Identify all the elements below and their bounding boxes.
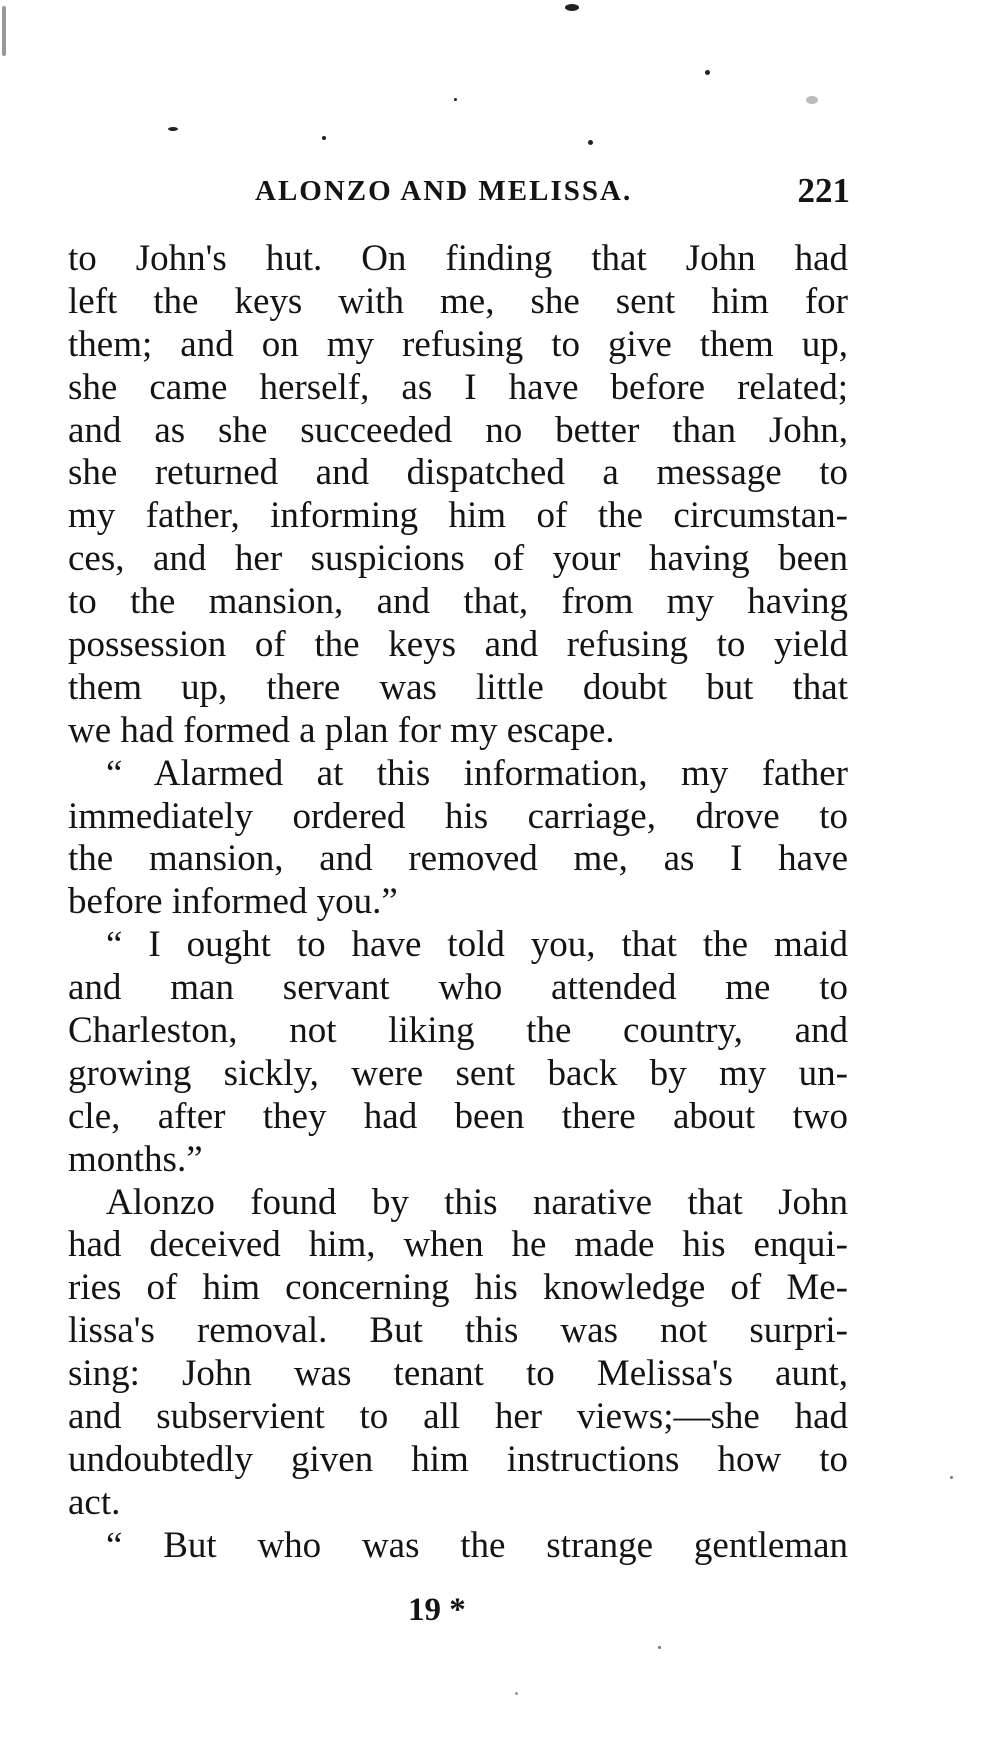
text-line: lissa's removal. But this was not surpri- (68, 1310, 848, 1352)
text-line: months.” (68, 1138, 203, 1180)
text-line: act. (68, 1481, 121, 1523)
text-line: to John's hut. On finding that John had (68, 238, 848, 279)
text-line: my father, informing him of the circumstan- (68, 495, 848, 537)
text-line: “ But who was the strange gentleman (106, 1524, 848, 1566)
text-line: and subservient to all her views;—she had (68, 1396, 848, 1438)
text-line: and man servant who attended me to (68, 967, 848, 1009)
text-line: Alonzo found by this narative that John (106, 1181, 848, 1223)
text-line: left the keys with me, she sent him for (68, 280, 848, 322)
text-line: them; and on my refusing to give them up, (68, 323, 848, 365)
text-line: we had formed a plan for my escape. (68, 709, 615, 751)
text-line: Charleston, not liking the country, and (68, 1010, 848, 1052)
text-line: she came herself, as I have before related; (68, 366, 848, 408)
text-line: growing sickly, were sent back by my un- (68, 1052, 848, 1094)
text-line: before informed you.” (68, 881, 398, 923)
text-line: cle, after they had been there about two (68, 1095, 848, 1137)
signature-mark: 19 * (408, 1592, 466, 1628)
text-line: sing: John was tenant to Melissa's aunt, (68, 1353, 848, 1395)
text-line: immediately ordered his carriage, drove to (68, 795, 848, 837)
text-line: ries of him concerning his knowledge of Me- (68, 1267, 848, 1309)
page-header (60, 171, 850, 225)
text-line: and as she succeeded no better than John, (68, 409, 848, 451)
running-title: ALONZO AND MELISSA. (255, 175, 633, 207)
text-line: possession of the keys and refusing to yield (68, 624, 848, 666)
text-line: she returned and dispatched a message to (68, 452, 848, 494)
text-line: “ Alarmed at this information, my father (106, 752, 848, 794)
text-line: had deceived him, when he made his enqui- (68, 1224, 848, 1266)
page-number: 221 (797, 171, 850, 210)
text-line: ces, and her suspicions of your having been (68, 538, 848, 580)
text-line: undoubtedly given him instructions how to (68, 1438, 848, 1480)
text-line: to the mansion, and that, from my having (68, 581, 848, 623)
text-line: the mansion, and removed me, as I have (68, 838, 848, 880)
text-line: “ I ought to have told you, that the maid (106, 924, 848, 966)
body-text (68, 238, 848, 1568)
text-line: them up, there was little doubt but that (68, 666, 848, 708)
